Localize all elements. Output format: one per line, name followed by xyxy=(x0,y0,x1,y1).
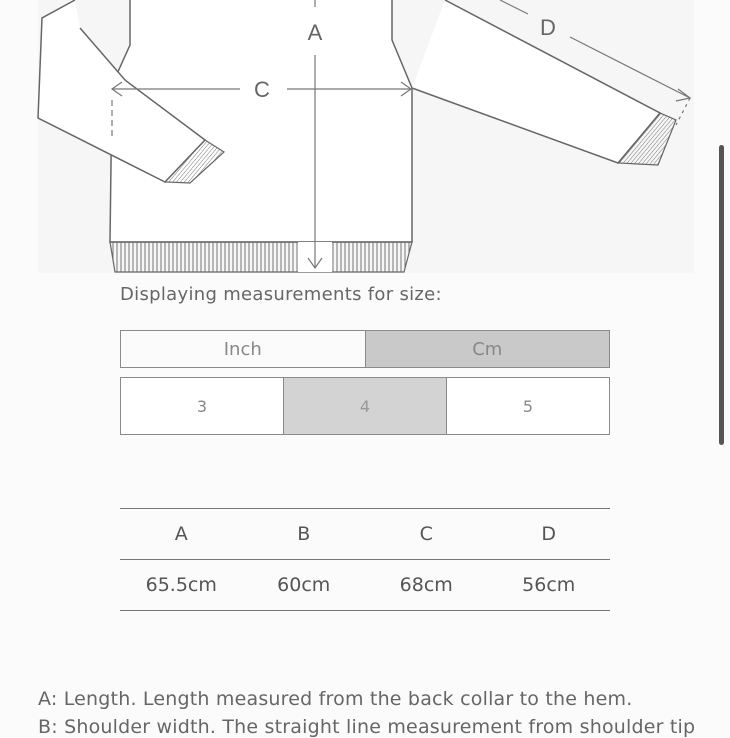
label-c: C xyxy=(254,77,270,102)
hem-ribbing xyxy=(110,242,412,272)
label-d: D xyxy=(540,15,556,40)
header-b: B xyxy=(243,509,366,560)
table-header-row xyxy=(120,509,610,560)
size-4-button[interactable]: 4 xyxy=(284,377,447,435)
description-a: A: Length. Length measured from the back collar to the hem. xyxy=(38,688,633,710)
header-c: C xyxy=(365,509,488,560)
header-a: A xyxy=(120,509,243,560)
size-selector xyxy=(120,377,610,435)
label-a: A xyxy=(307,20,323,45)
size-caption: Displaying measurements for size: xyxy=(120,284,442,305)
unit-cm-button[interactable]: Cm xyxy=(366,330,611,368)
description-b: B: Shoulder width. The straight line measurement from shoulder tip xyxy=(38,716,696,738)
garment-diagram xyxy=(38,0,694,273)
size-5-button[interactable]: 5 xyxy=(447,377,610,435)
unit-toggle xyxy=(120,330,610,368)
sweater-drawing xyxy=(0,0,730,273)
table-row xyxy=(120,560,610,611)
value-b: 60cm xyxy=(243,560,366,611)
unit-inch-button[interactable]: Inch xyxy=(120,330,366,368)
value-d: 56cm xyxy=(488,560,611,611)
size-3-button[interactable]: 3 xyxy=(120,377,284,435)
value-a: 65.5cm xyxy=(120,560,243,611)
value-c: 68cm xyxy=(365,560,488,611)
scrollbar[interactable] xyxy=(719,145,724,445)
right-sleeve xyxy=(412,0,660,163)
header-d: D xyxy=(488,509,611,560)
measurement-table xyxy=(120,508,610,611)
